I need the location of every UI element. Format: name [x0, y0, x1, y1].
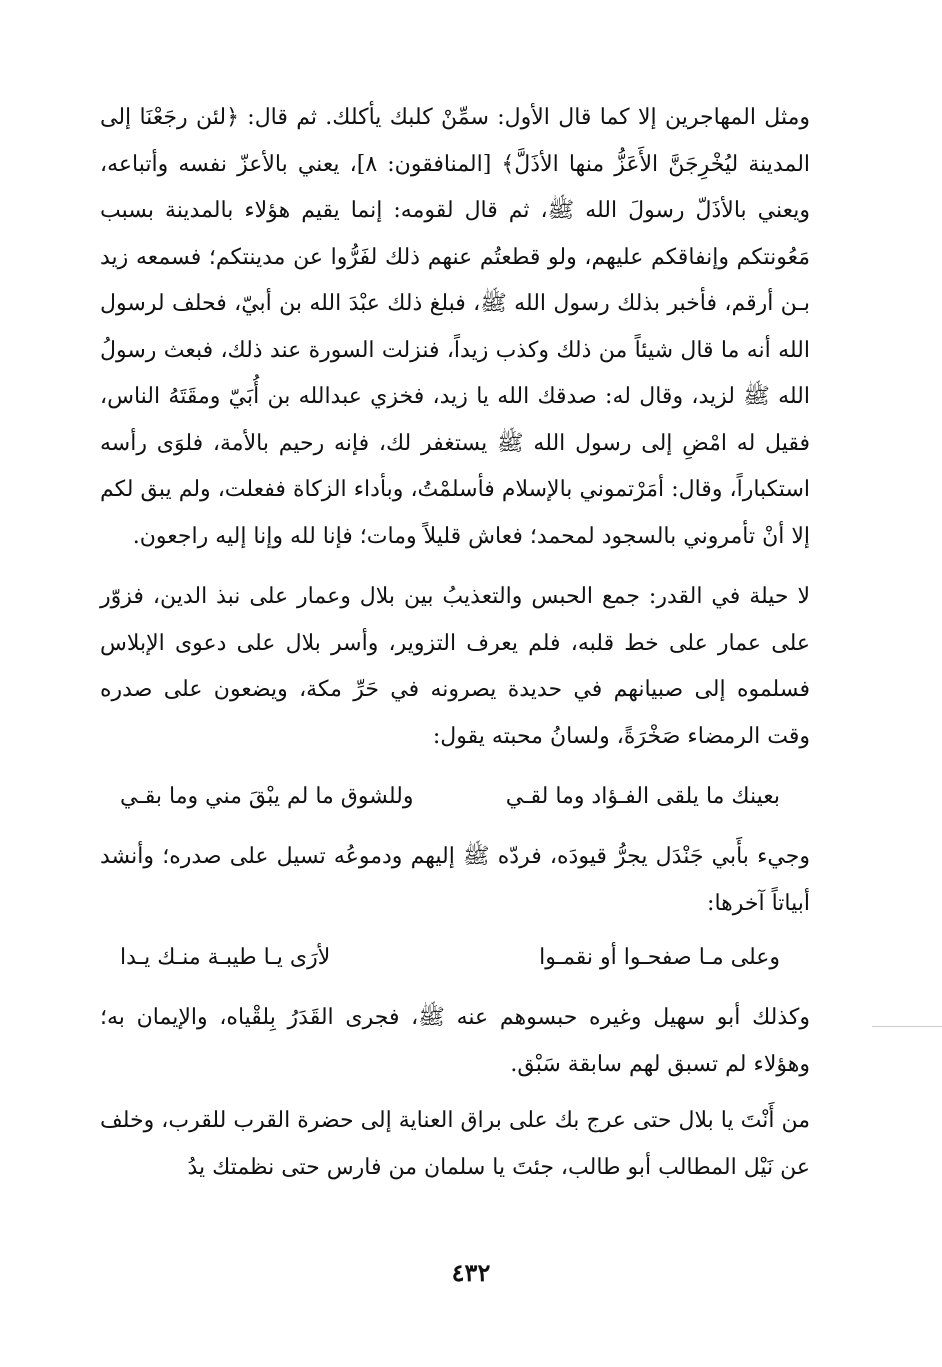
verse-1-first-hemistich: بعينك ما يلقى الفـؤاد وما لقـي — [505, 784, 780, 809]
paragraph-1: ومثل المهاجرين إلا كما قال الأول: سمِّنْ كلبك يأكلك. ثم قال: ﴿لئن رجَعْنَا إلى المدينة ليُخْرِجَنَّ الأَعَزُّ منها الأذَلَّ﴾ [المنافقون: ٨]، يعني بالأعزّ نفسه وأتباعه، ويعني بالأذَلّ رسولَ الله ﷺ، ثم قال لقومه: إنما يقيم هؤلاء بالمدينة بسبب مَعُونتكم وإنفاقكم عليهم، ولو قطعتُم عنهم ذلك لفَرُّوا عن مدينتكم؛ فسمعه زيد بـن أرقم، فأخبر بذلك رسول الله ﷺ، فبلغ ذلك عبْدَ الله بن أبيّ، فحلف لرسول الله أنه ما قال شيئاً من ذلك وكذب زيداً، فنزلت السورة عند ذلك، فبعث رسولُ الله ﷺ لزيد، وقال له: صدقك الله يا زيد، فخزي عبدالله بن أُبَيّ ومقَتَهُ الناس، فقيل له امْضِ إلى رسول الله ﷺ يستغفر لك، فإنه رحيم بالأمة، فلوَى رأسه استكباراً، وقال: أمَرْتموني بالإسلام فأسلمْتُ، وبأداء الزكاة ففعلت، ولم يبق لكم إلا أنْ تأمروني بالسجود لمحمد؛ فعاش قليلاً ومات؛ فإنا لله وإنا إليه راجعون. — [100, 105, 811, 549]
verse-1-second-hemistich: وللشوق ما لم يبْقَ مني وما بقـي — [120, 784, 414, 809]
paragraph-3: وجيء بأَبي جَنْدَل يجرُّ قيودَه، فردّه ﷺ إليهم ودموعُه تسيل على صدره؛ وأنشد أبياتاً آخرها: — [100, 844, 810, 916]
verse-2-first-hemistich: وعلى مـا صفحـوا أو نقمـوا — [539, 945, 780, 970]
paragraph-2: لا حيلة في القدر: جمع الحبس والتعذيبُ بين بلال وعمار على نبذ الدين، فزوّر على عمار على خط قلبه، فلم يعرف التزوير، وأسر بلال على دعوى الإبلاس فسلموه إلى صبيانهم في حديدة يصرونه في حَرِّ مكة، ويضعون على صدره وقت الرمضاء صَخْرَةً، ولسانُ محبته يقول: — [100, 584, 810, 749]
verse-1 — [100, 774, 810, 820]
verse-2-second-hemistich: لأرَى يـا طيبـة منـك يـدا — [120, 945, 331, 970]
paragraph-5: من أَنْتَ يا بلال حتى عرج بك على براق العناية إلى حضرة القرب للقرب، وخلف عن نَيْل المطالب أبو طالب، جئتَ يا سلمان من فارس حتى نظمتك يدُ — [100, 1108, 810, 1180]
margin-rule — [872, 1026, 942, 1027]
page-body — [100, 95, 810, 1203]
paragraph-4: وكذلك أبو سهيل وغيره حبسوهم عنه ﷺ، فجرى القَدَرُ بِلقْياه، والإيمان به؛ وهؤلاء لم تسبق لهم سابقة سَبْق. — [100, 1005, 810, 1077]
verse-2 — [100, 935, 810, 981]
page-number: ٤٣٢ — [451, 1258, 491, 1287]
